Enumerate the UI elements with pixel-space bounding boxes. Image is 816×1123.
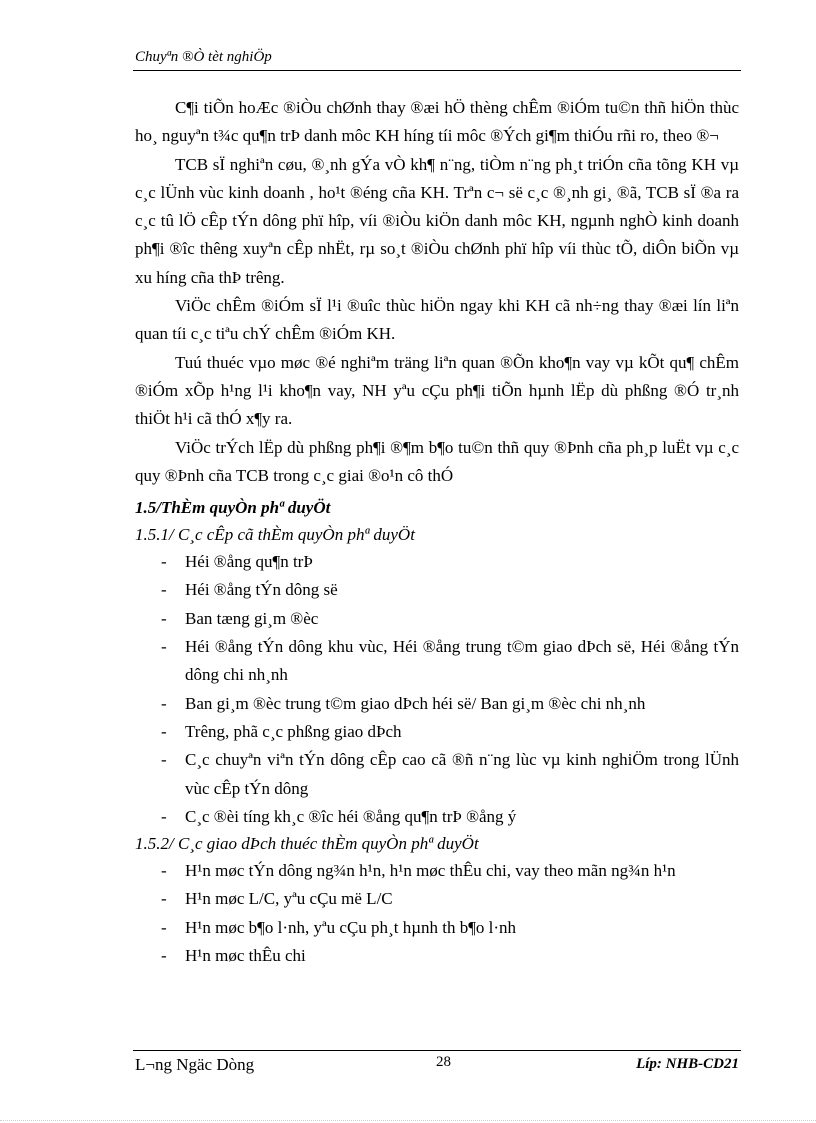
body-paragraph: C¶i tiÕn hoÆc ®iÒu chØnh thay ®æi hÖ thèng chÊm ®iÓm tu©n thñ hiÖn thùc ho¸ nguyªn t¾c qu¶n trÞ danh môc KH híng tíi môc ®Ých gi¶m thiÓu rñi ro, theo ®¬ [135, 98, 739, 146]
body-paragraph: Tuú thuéc vµo møc ®é nghiªm träng liªn quan ®Õn kho¶n vay vµ kÕt qu¶ chÊm ®iÓm xÕp h¹ng l¹i kho¶n vay, NH yªu cÇu ph¶i tiÕn hµnh lËp dù phßng ®Ó tr¸nh thiÖt h¹i cã thÓ x¶y ra. [135, 352, 739, 429]
list-item: - Héi ®ång tÝn dông khu vùc, Héi ®ång trung t©m giao dÞch së, Héi ®ång tÝn dông chi nh¸nh [135, 633, 739, 690]
dash-bullet: - [161, 861, 167, 881]
list-item: - H¹n møc thÊu chi [135, 942, 739, 970]
body-paragraph: ViÖc trÝch lËp dù phßng ph¶i ®¶m b¶o tu©n thñ quy ®Þnh cña ph¸p luËt vµ c¸c quy ®Þnh cña TCB trong c¸c giai ®o¹n cô thÓ [135, 437, 739, 485]
approval-levels-list [135, 548, 739, 831]
list-item: - Héi ®ång qu¶n trÞ [135, 548, 739, 576]
list-item: - C¸c chuyªn viªn tÝn dông cÊp cao cã ®ñ n¨ng lùc vµ kinh nghiÖm trong lÜnh vùc cÊp tÝn dông [135, 746, 739, 803]
list-item: - Ban tæng gi¸m ®èc [135, 605, 739, 633]
section-heading: 1.5/ThÈm quyÒn phª duyÖt [135, 498, 331, 518]
page-number: 28 [436, 1054, 451, 1070]
list-item: - H¹n møc tÝn dông ng¾n h¹n, h¹n møc thÊu chi, vay theo mãn ng¾n h¹n [135, 857, 739, 885]
list-item: - Héi ®ång tÝn dông së [135, 576, 739, 604]
body-paragraph: TCB sÏ nghiªn cøu, ®¸nh gÝa vÒ kh¶ n¨ng, tiÒm n¨ng ph¸t triÓn cña tõng KH vµ c¸c lÜnh vùc kinh doanh , ho¹t ®éng cña KH. Trªn c¬ së c¸c ®¸nh gi¸ ®ã, TCB sÏ ®a ra c¸c tû lÖ cÊp tÝn dông phï hîp, víi ®iÒu kiÖn danh môc KH, ngµnh nghÒ kinh doanh ph¶i ®îc thêng xuyªn cÊp nhËt, rµ so¸t ®iÒu chØnh phï hîp víi thùc tÕ, diÔn biÕn vµ xu híng cña thÞ trêng. [135, 154, 739, 287]
page-body [135, 94, 739, 970]
approval-transactions-list [135, 857, 739, 970]
footer-author: L¬ng Ngäc Dòng [135, 1055, 255, 1074]
footer-class-label: Líp: NHB-CD21 [636, 1056, 739, 1072]
header-divider [133, 70, 741, 71]
footer-divider [133, 1050, 741, 1051]
subsection-heading-1: 1.5.1/ C¸c cÊp cã thÈm quyÒn phª duyÖt [135, 525, 415, 545]
dash-bullet: - [161, 721, 167, 741]
list-item: - Ban gi¸m ®èc trung t©m giao dÞch héi së/ Ban gi¸m ®èc chi nh¸nh [135, 690, 739, 718]
dash-bullet: - [161, 889, 167, 909]
list-item: - H¹n møc L/C, yªu cÇu më L/C [135, 885, 739, 913]
dash-bullet: - [161, 750, 167, 770]
dash-bullet: - [161, 806, 167, 826]
dash-bullet: - [161, 946, 167, 966]
body-paragraph: ViÖc chÊm ®iÓm sÏ l¹i ®uîc thùc hiÖn ngay khi KH cã nh÷ng thay ®æi lín liªn quan tíi c¸c tiªu chÝ chÊm ®iÓm KH. [135, 296, 739, 344]
running-header-title: Chuyªn ®Ò tèt nghiÖp [135, 49, 272, 65]
dash-bullet: - [161, 552, 167, 572]
list-item: - H¹n møc b¶o l·nh, yªu cÇu ph¸t hµnh th b¶o l·nh [135, 914, 739, 942]
list-item: - C¸c ®èi tíng kh¸c ®îc héi ®ång qu¶n trÞ ®ång ý [135, 803, 739, 831]
dash-bullet: - [161, 917, 167, 937]
page-edge-dotted-line [0, 1120, 816, 1121]
dash-bullet: - [161, 693, 167, 713]
subsection-heading-2: 1.5.2/ C¸c giao dÞch thuéc thÈm quyÒn phª duyÖt [135, 834, 479, 854]
list-item: - Trêng, phã c¸c phßng giao dÞch [135, 718, 739, 746]
dash-bullet: - [161, 637, 167, 657]
dash-bullet: - [161, 580, 167, 600]
dash-bullet: - [161, 608, 167, 628]
